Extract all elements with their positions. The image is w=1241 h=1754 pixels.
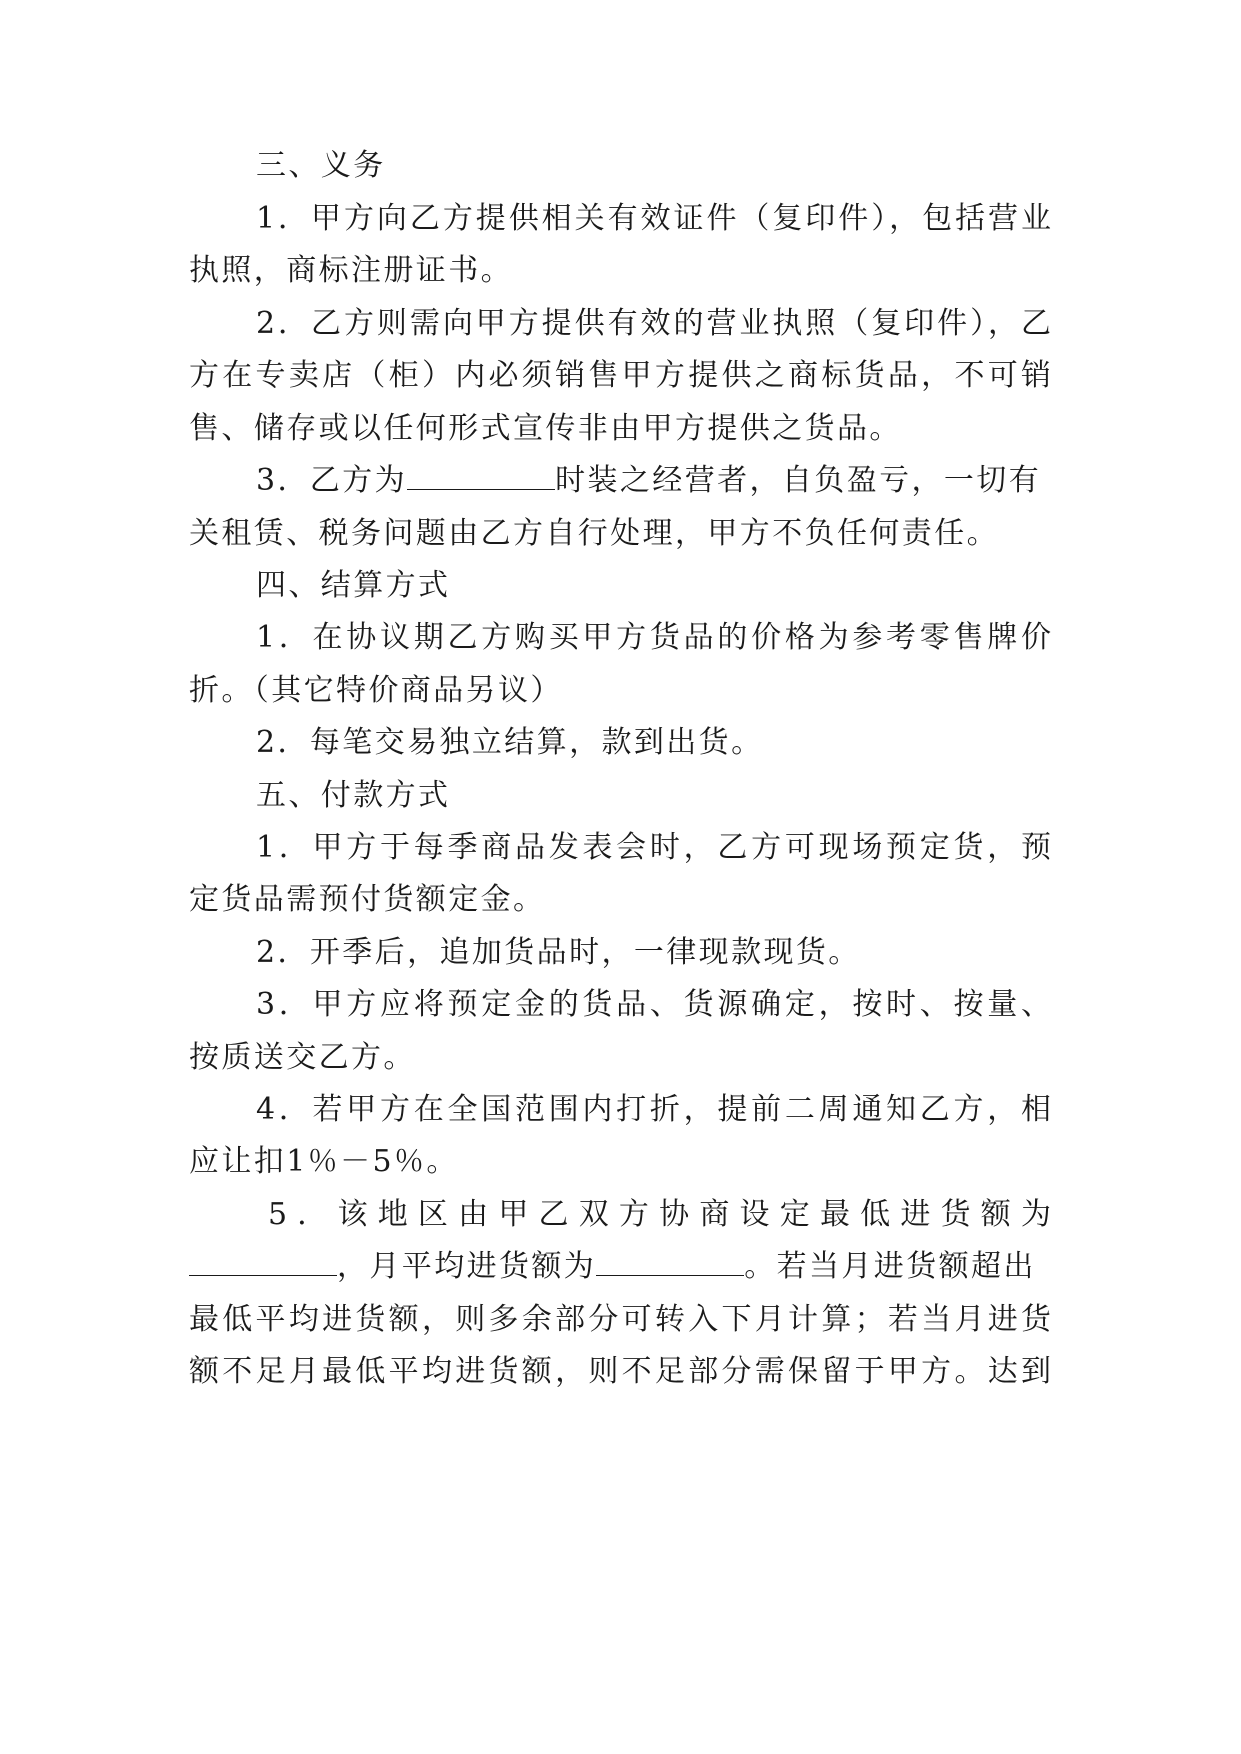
fill-in-blank[interactable]: [189, 1247, 337, 1276]
paragraph-line: 应让扣1％－5％。: [189, 1144, 459, 1179]
section-heading-payment: 五、付款方式: [256, 778, 451, 813]
paragraph-line: 2．乙方则需向甲方提供有效的营业执照（复印件），乙: [256, 306, 1051, 341]
section-heading-obligations: 三、义务: [256, 148, 386, 183]
fill-in-blank[interactable]: [596, 1247, 744, 1276]
paragraph-line: 定货品需预付货额定金。: [189, 882, 546, 917]
paragraph-line: 按质送交乙方。: [189, 1040, 416, 1075]
paragraph-line: 1．甲方于每季商品发表会时，乙方可现场预定货，预: [256, 830, 1051, 865]
paragraph-line: 2．每笔交易独立结算，款到出货。: [256, 725, 764, 760]
paragraph-line: 1．甲方向乙方提供相关有效证件（复印件），包括营业: [256, 201, 1051, 236]
text-segment: 时装之经营者，自负盈亏，一切有: [555, 463, 1042, 498]
paragraph-line: 折。（其它特价商品另议）: [189, 673, 563, 708]
paragraph-line: 5．该地区由甲乙双方协商设定最低进货额为: [268, 1197, 1051, 1232]
text-segment: 3．乙方为: [256, 463, 408, 498]
fill-in-blank[interactable]: [407, 461, 555, 490]
paragraph-line: 最低平均进货额，则多余部分可转入下月计算；若当月进货: [189, 1302, 1051, 1337]
text-segment: 。若当月进货额超出: [744, 1249, 1036, 1284]
paragraph-line: 1．在协议期乙方购买甲方货品的价格为参考零售牌价: [256, 620, 1051, 655]
paragraph-line: 额不足月最低平均进货额，则不足部分需保留于甲方。达到: [189, 1354, 1051, 1389]
paragraph-line-with-blanks: [189, 1247, 1051, 1287]
paragraph-line: 4．若甲方在全国范围内打折，提前二周通知乙方，相: [256, 1092, 1051, 1127]
paragraph-line: 售、储存或以任何形式宣传非由甲方提供之货品。: [189, 411, 902, 446]
paragraph-line-with-blank: [256, 461, 1051, 501]
text-segment: ，月平均进货额为: [337, 1249, 597, 1284]
section-heading-settlement: 四、结算方式: [256, 568, 451, 603]
paragraph-line: 2．开季后，追加货品时，一律现款现货。: [256, 935, 861, 970]
paragraph-line: 执照，商标注册证书。: [189, 253, 513, 288]
paragraph-line: 3．甲方应将预定金的货品、货源确定，按时、按量、: [256, 987, 1051, 1022]
paragraph-line: 关租赁、税务问题由乙方自行处理，甲方不负任何责任。: [189, 516, 999, 551]
paragraph-line: 方在专卖店（柜）内必须销售甲方提供之商标货品，不可销: [189, 358, 1051, 393]
